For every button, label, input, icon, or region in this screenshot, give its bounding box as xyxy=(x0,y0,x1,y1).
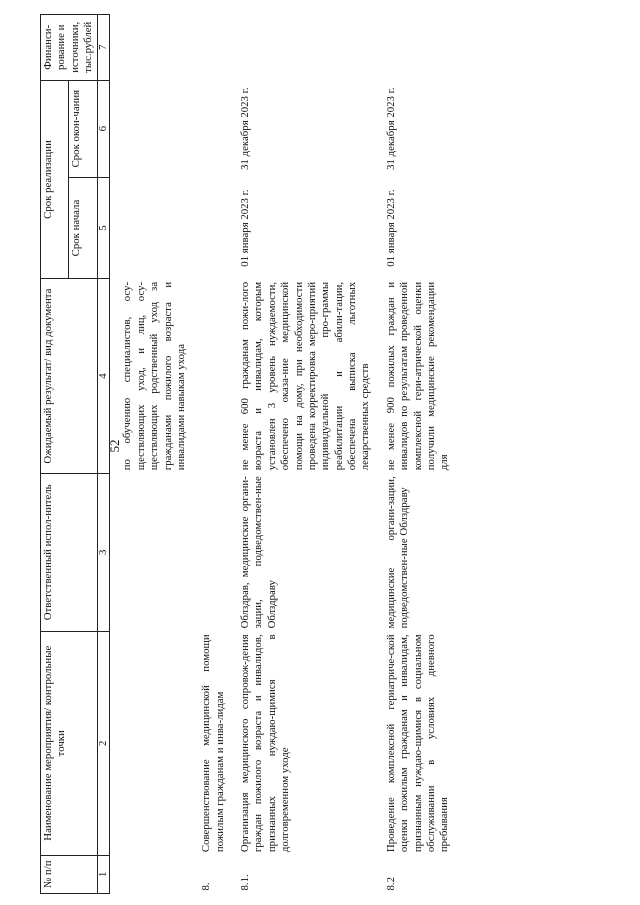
row-finance xyxy=(384,15,453,81)
row-number xyxy=(120,855,189,893)
column-number: 6 xyxy=(97,80,110,177)
row-result: не менее 900 пожилых граждан и инвалидов по результатам проведенной комплексной гери-атрической оценки получили медицинские рекомендации для xyxy=(384,281,451,471)
table-row xyxy=(120,15,189,894)
table-row xyxy=(199,15,228,894)
header-result: Ожидаемый результат/ вид документа xyxy=(41,279,98,473)
row-result: по обучению специалистов, осу-ществляющих уход, и лиц, осу-ществляющих родственный уход за гражданами пожилого возраста и инвалидами навыкам ухода xyxy=(121,281,187,471)
row-executor xyxy=(120,473,189,631)
header-executor: Ответственный испол-нитель xyxy=(41,473,98,631)
column-number: 5 xyxy=(97,177,110,279)
table-row xyxy=(384,15,453,894)
header-start: Срок начала xyxy=(69,177,97,279)
page-number: 52 xyxy=(107,439,122,453)
row-number: 8.2 xyxy=(384,877,397,891)
row-start xyxy=(199,177,228,279)
table-row xyxy=(238,15,374,894)
header-activity-name: Наименование мероприятия/ контрольные точки xyxy=(41,631,98,855)
row-number: 8.1. xyxy=(239,874,251,891)
column-number: 3 xyxy=(97,473,110,631)
row-start: 01 января 2023 г. xyxy=(239,189,251,267)
column-numbers-row xyxy=(97,15,110,894)
header-end: Срок окон-чания xyxy=(69,80,97,177)
row-end: 31 декабря 2023 г. xyxy=(239,87,251,170)
row-start: 01 января 2023 г. xyxy=(384,189,397,267)
column-number: 1 xyxy=(97,855,110,893)
row-executor: медицинские органи-зации, подведомствен-ные Облздраву xyxy=(384,476,411,629)
row-result: не менее 600 гражданам пожи-лого возраста и инвалидам, которым установлен 3 уровень нуждаемости, обеспечено оказа-ние медицинской помощи на дому, при необходимости проведена корректировка меро-приятий индивидуальной про-граммы реабилитации и абили-тации, обеспечена выписка льготных лекарственных средств xyxy=(239,281,372,471)
row-start xyxy=(120,177,189,279)
header-row xyxy=(41,15,69,894)
row-name: Совершенствование медицинской помощи пожилым гражданам и инва-лидам xyxy=(200,634,226,853)
rotated-page-content xyxy=(33,5,606,900)
row-result xyxy=(199,279,228,473)
header-number: № п/п xyxy=(41,855,98,893)
row-name: Организация медицинского сопровож-дения граждан пожилого возраста и инвалидов, признанных нуждаю-щимися в долговременном уходе xyxy=(239,634,292,853)
row-name xyxy=(120,631,189,855)
column-number: 4 xyxy=(97,279,110,473)
column-number: 2 xyxy=(97,631,110,855)
header-period: Срок реализации xyxy=(41,80,69,279)
action-plan-table xyxy=(40,14,453,894)
row-name: Проведение комплексной гериатриче-ской оценки пожилым гражданам и инвалидам, признанным нуждаю-щимися в социальном обслуживании в условиях дневного пребывания xyxy=(384,634,451,853)
row-end: 31 декабря 2023 г. xyxy=(384,87,397,170)
row-end xyxy=(199,80,228,177)
row-end xyxy=(120,80,189,177)
row-finance xyxy=(120,15,189,81)
row-number: 8. xyxy=(200,882,213,891)
column-number: 7 xyxy=(97,15,110,81)
row-executor: Облздрав, медицинские органи-зации, подведомствен-ные Облздраву xyxy=(239,476,278,629)
row-finance xyxy=(238,15,374,81)
header-finance: Финанси-рование и источники, тыс.рублей xyxy=(41,15,98,81)
row-executor xyxy=(199,473,228,631)
row-finance xyxy=(199,15,228,81)
